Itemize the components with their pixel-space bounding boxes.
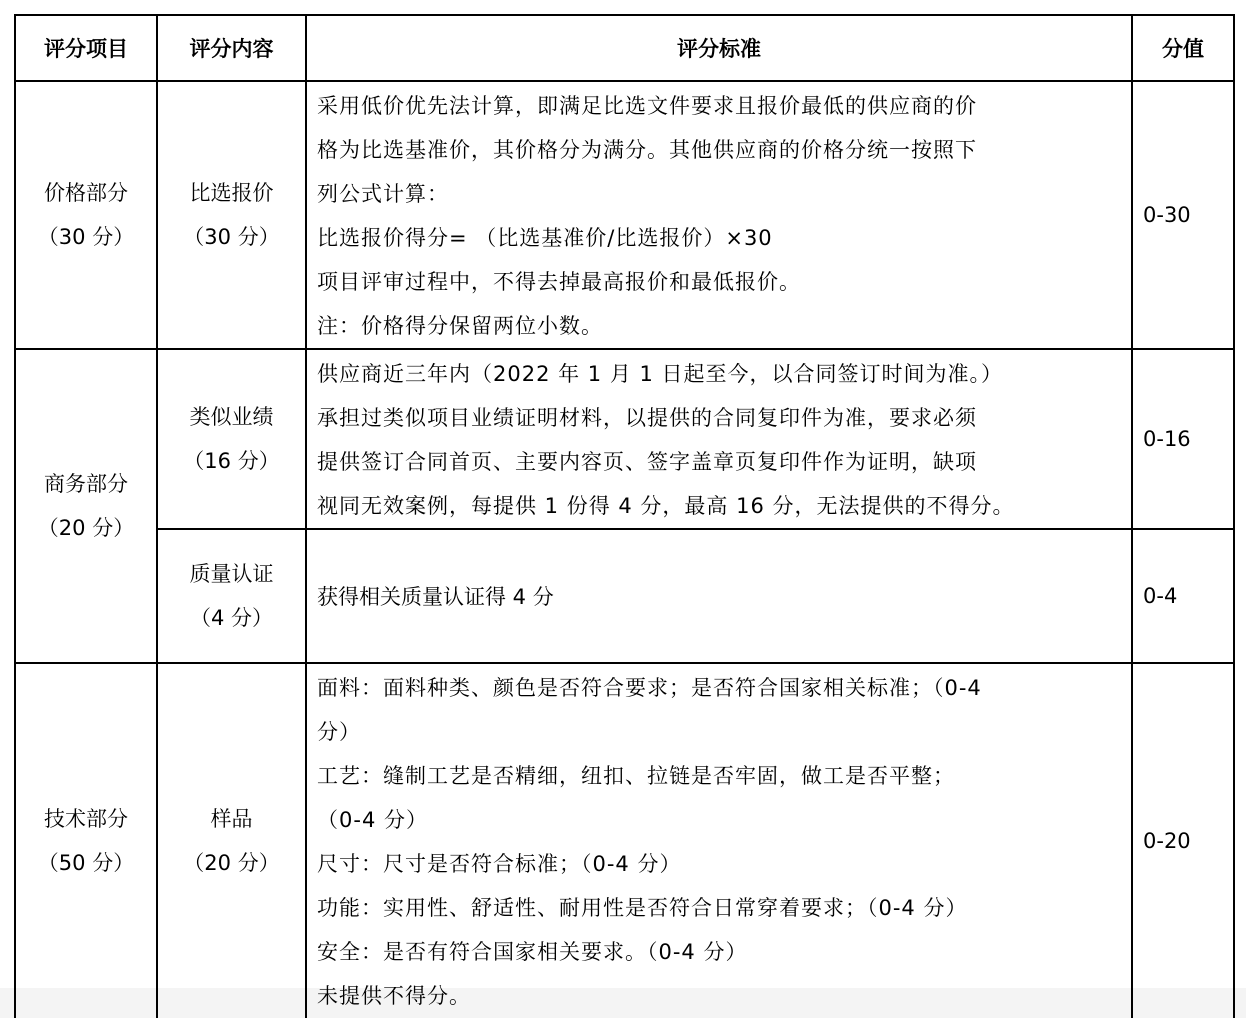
performance-standard-line: 视同无效案例，每提供 1 份得 4 分，最高 16 分，无法提供的不得分。: [317, 494, 1015, 518]
header-standard: 评分标准: [306, 15, 1132, 81]
business-item-name: 商务部分: [44, 472, 128, 496]
technical-row: [15, 663, 1234, 1018]
price-content-name: 比选报价: [189, 181, 274, 205]
price-standard-line: 项目评审过程中，不得去掉最高报价和最低报价。: [317, 270, 801, 294]
performance-content-points: （16 分）: [183, 449, 280, 473]
price-item-cell: [15, 81, 157, 349]
price-standard-line: 注：价格得分保留两位小数。: [317, 314, 603, 338]
price-item-points: （30 分）: [37, 225, 135, 249]
technical-standard-line: 安全：是否有符合国家相关要求。（0-4 分）: [317, 940, 748, 964]
header-row: [15, 15, 1234, 81]
price-standard-line: 格为比选基准价，其价格分为满分。其他供应商的价格分统一按照下: [317, 138, 977, 162]
quality-content-name: 质量认证: [189, 562, 274, 586]
technical-standard-line: 工艺：缝制工艺是否精细，纽扣、拉链是否牢固，做工是否平整；: [317, 764, 955, 788]
business-item-points: （20 分）: [37, 516, 135, 540]
price-content-points: （30 分）: [183, 225, 280, 249]
technical-content-name: 样品: [210, 807, 253, 831]
performance-content-cell: [157, 349, 306, 529]
quality-standard-cell: 获得相关质量认证得 4 分: [306, 529, 1132, 663]
technical-standard-line: （0-4 分）: [317, 808, 428, 832]
quality-row: [15, 529, 1234, 663]
header-content: 评分内容: [157, 15, 306, 81]
performance-score-cell: 0-16: [1132, 349, 1234, 529]
technical-content-points: （20 分）: [183, 851, 280, 875]
price-standard-line: 列公式计算：: [317, 182, 449, 206]
performance-content-name: 类似业绩: [189, 405, 274, 429]
technical-standard-line: 面料：面料种类、颜色是否符合要求；是否符合国家相关标准；（0-4: [317, 676, 982, 700]
technical-standard-line: 功能：实用性、舒适性、耐用性是否符合日常穿着要求；（0-4 分）: [317, 896, 968, 920]
performance-row: [15, 349, 1234, 529]
quality-score-cell: 0-4: [1132, 529, 1234, 663]
technical-standard-line: 分）: [317, 720, 361, 744]
price-content-cell: [157, 81, 306, 349]
price-standard-line: 比选报价得分= （比选基准价/比选报价）×30: [317, 226, 773, 250]
price-item-name: 价格部分: [44, 181, 128, 205]
price-standard-cell: [306, 81, 1132, 349]
price-score-cell: 0-30: [1132, 81, 1234, 349]
technical-score-cell: 0-20: [1132, 663, 1234, 1018]
scoring-table: [14, 14, 1235, 1018]
performance-standard-line: 供应商近三年内（2022 年 1 月 1 日起至今，以合同签订时间为准。）: [317, 362, 1004, 386]
technical-standard-line: 尺寸：尺寸是否符合标准；（0-4 分）: [317, 852, 682, 876]
price-standard-line: 采用低价优先法计算，即满足比选文件要求且报价最低的供应商的价: [317, 94, 977, 118]
performance-standard-line: 承担过类似项目业绩证明材料，以提供的合同复印件为准，要求必须: [317, 406, 977, 430]
technical-item-points: （50 分）: [37, 851, 135, 875]
performance-standard-cell: [306, 349, 1132, 529]
header-score: 分值: [1132, 15, 1234, 81]
technical-standard-line: 未提供不得分。: [317, 984, 471, 1008]
header-item: 评分项目: [15, 15, 157, 81]
business-item-cell: [15, 349, 157, 663]
performance-standard-line: 提供签订合同首页、主要内容页、签字盖章页复印件作为证明，缺项: [317, 450, 977, 474]
price-row: [15, 81, 1234, 349]
technical-item-cell: [15, 663, 157, 1018]
technical-content-cell: [157, 663, 306, 1018]
quality-content-points: （4 分）: [189, 606, 274, 630]
quality-content-cell: [157, 529, 306, 663]
technical-standard-cell: [306, 663, 1132, 1018]
technical-item-name: 技术部分: [44, 807, 128, 831]
